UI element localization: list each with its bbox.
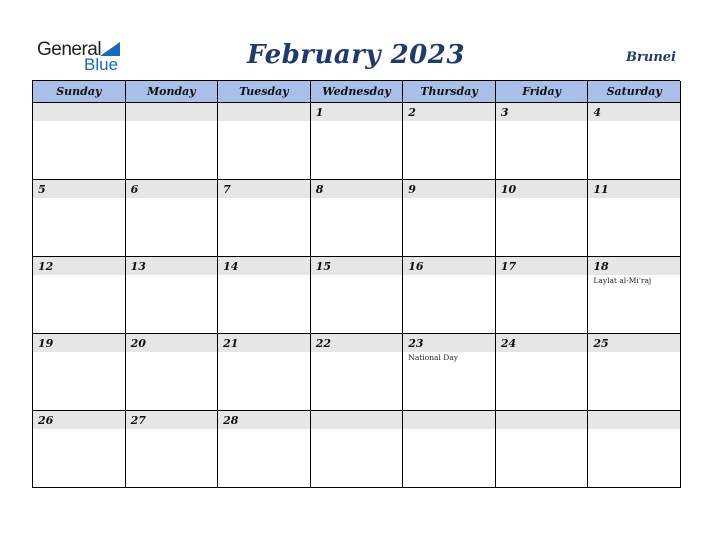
day-number: 28: [223, 414, 239, 427]
day-number: 11: [593, 183, 609, 196]
weekday-tuesday: Tuesday: [218, 81, 311, 103]
day-number-bar: [218, 180, 310, 198]
day-cell: [218, 411, 311, 488]
day-cell: [311, 103, 404, 180]
weekday-monday: Monday: [126, 81, 219, 103]
day-number: 6: [130, 183, 139, 196]
day-cell: [311, 411, 404, 488]
day-cell: [218, 334, 311, 411]
day-number: 27: [130, 414, 146, 427]
day-number: 25: [593, 337, 609, 350]
day-number: 10: [500, 183, 517, 196]
day-number-bar: [33, 103, 125, 121]
day-cell: [311, 257, 404, 334]
week-row: [33, 180, 680, 257]
day-number: 2: [408, 106, 416, 119]
day-cell: [126, 411, 219, 488]
day-number-bar: [311, 103, 403, 121]
holiday-event: Laylat al-Mi'raj: [593, 276, 652, 285]
day-cell: [311, 180, 404, 257]
day-cell: [403, 180, 496, 257]
day-cell: [496, 180, 589, 257]
calendar-title: February 2023: [247, 40, 465, 70]
day-number: 9: [408, 183, 416, 196]
week-row: [33, 411, 680, 488]
day-cell: [588, 411, 681, 488]
day-number: 22: [315, 337, 331, 350]
day-cell: [588, 257, 681, 334]
logo-general-text: General: [37, 39, 102, 60]
day-number: 17: [500, 260, 517, 273]
holiday-event: National Day: [408, 353, 459, 362]
day-number: 5: [38, 183, 46, 196]
day-number: 13: [130, 260, 146, 273]
day-number: 23: [408, 337, 424, 350]
day-cell: [126, 334, 219, 411]
day-cell: [588, 180, 681, 257]
day-cell: [496, 103, 589, 180]
day-number-bar: [311, 411, 403, 429]
day-cell: [126, 103, 219, 180]
day-cell: [403, 334, 496, 411]
day-number-bar: [496, 103, 588, 121]
day-cell: [403, 411, 496, 488]
day-number-bar: [496, 411, 588, 429]
day-number-bar: [218, 103, 310, 121]
day-number: 14: [223, 260, 239, 273]
day-cell: [403, 257, 496, 334]
day-number-bar: [33, 180, 125, 198]
day-cell: [588, 334, 681, 411]
day-cell: [218, 103, 311, 180]
day-number: 8: [315, 183, 324, 196]
week-row: [33, 103, 680, 180]
day-cell: [218, 257, 311, 334]
day-cell: [496, 257, 589, 334]
week-row: [33, 257, 680, 334]
day-number-bar: [126, 103, 218, 121]
country-label: Brunei: [626, 50, 676, 65]
weekday-friday: Friday: [496, 81, 589, 103]
day-number-bar: [588, 411, 680, 429]
day-number-bar: [403, 411, 495, 429]
day-number: 21: [223, 337, 239, 350]
day-number-bar: [403, 103, 495, 121]
day-cell: [218, 180, 311, 257]
weekday-thursday: Thursday: [403, 81, 496, 103]
weekday-header-row: [33, 81, 680, 103]
day-number: 7: [223, 183, 231, 196]
day-cell: [496, 411, 589, 488]
day-cell: [33, 103, 126, 180]
day-cell: [311, 334, 404, 411]
day-cell: [33, 257, 126, 334]
day-cell: [33, 334, 126, 411]
day-cell: [403, 103, 496, 180]
logo-blue-text: Blue: [84, 55, 119, 74]
day-cell: [126, 180, 219, 257]
day-number: 26: [38, 414, 54, 427]
weekday-saturday: Saturday: [588, 81, 681, 103]
calendar-grid: [32, 80, 680, 488]
day-number: 3: [500, 106, 509, 119]
day-number: 16: [408, 260, 424, 273]
day-number: 18: [593, 260, 609, 273]
day-cell: [33, 180, 126, 257]
day-number: 20: [130, 337, 146, 350]
day-number: 19: [38, 337, 54, 350]
day-number: 12: [38, 260, 54, 273]
weekday-sunday: Sunday: [33, 81, 126, 103]
weekday-wednesday: Wednesday: [311, 81, 404, 103]
week-row: [33, 334, 680, 411]
day-cell: [33, 411, 126, 488]
day-cell: [496, 334, 589, 411]
day-number-bar: [588, 103, 680, 121]
day-cell: [126, 257, 219, 334]
day-cell: [588, 103, 681, 180]
day-number-bar: [403, 180, 495, 198]
day-number-bar: [126, 180, 218, 198]
day-number: 24: [500, 337, 517, 350]
day-number: 4: [593, 106, 602, 119]
day-number: 15: [315, 260, 331, 273]
day-number-bar: [311, 180, 403, 198]
day-number: 1: [315, 106, 324, 119]
